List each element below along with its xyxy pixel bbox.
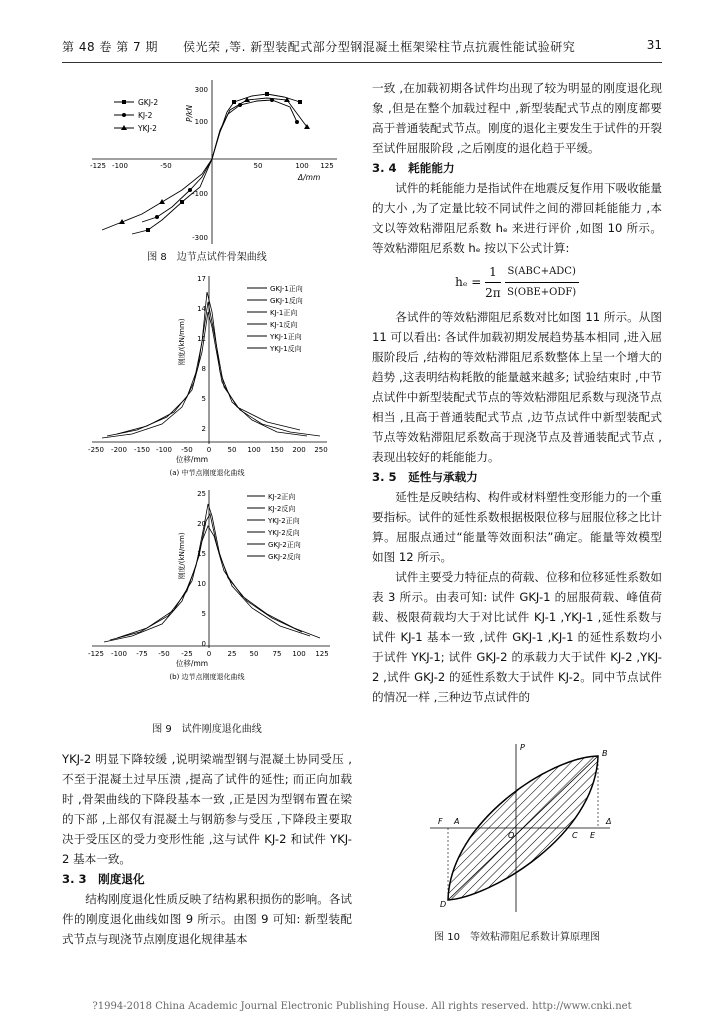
figure-9a-chart bbox=[62, 272, 352, 482]
figure-10-caption: 图 10 等效粘滞阻尼系数计算原理图 bbox=[434, 932, 600, 943]
page-number: 31 bbox=[646, 38, 662, 52]
svg-text:75: 75 bbox=[272, 650, 282, 658]
svg-text:Δ: Δ bbox=[606, 817, 612, 826]
figure-10-diagram bbox=[430, 742, 620, 917]
figure-9b-chart bbox=[62, 486, 352, 708]
footer-copyright: ?1994-2018 China Academic Journal Electronic Publishing House. All rights reserved. http://www.cnki.net bbox=[92, 1001, 632, 1012]
svg-text:125: 125 bbox=[320, 162, 334, 170]
svg-text:-50: -50 bbox=[158, 650, 170, 658]
figure-10 bbox=[430, 742, 620, 917]
svg-text:-75: -75 bbox=[136, 650, 148, 658]
svg-text:A: A bbox=[454, 817, 460, 826]
fig9b-ylabel: 刚度/(kN/mm) bbox=[178, 532, 186, 580]
svg-text:YKJ-2反向: YKJ-2反向 bbox=[268, 529, 300, 537]
figure-9-caption: 图 9 试件刚度退化曲线 bbox=[152, 724, 262, 735]
section-3-5-heading: 3. 5 延性与承载力 bbox=[372, 470, 478, 484]
svg-text:2: 2 bbox=[201, 425, 206, 433]
fig8-legend-1: GKJ-2 bbox=[138, 98, 159, 107]
svg-text:-300: -300 bbox=[192, 234, 208, 242]
header-rule bbox=[62, 62, 662, 63]
fig9b-xlabel: 位移/mm bbox=[175, 659, 209, 668]
svg-text:10: 10 bbox=[197, 580, 206, 588]
svg-text:D: D bbox=[440, 900, 447, 909]
fig9b-subcaption: (b) 边节点刚度退化曲线 bbox=[169, 673, 245, 681]
right-paragraph-5: 试件主要受力特征点的荷载、位移和位移延性系数如表 3 所示。由表可知: 试件 GKJ-1 的屈服荷载、峰值荷载、极限荷载均大于对比试件 KJ-1 ,YKJ-1 ,延性系数与试件 KJ-1 基本一致 ,试件 GKJ-1 ,KJ-1 的延性系数均小于试件 YKJ-1; 试件 GKJ-2 的承载力大于试件 KJ-2 ,YKJ-2 ,试件 GKJ-2 的延性系数大于试件 KJ-2。同中节点试件的情况一样 ,三种边节点试件的 bbox=[372, 570, 662, 704]
svg-text:100: 100 bbox=[292, 650, 306, 658]
left-paragraph-2: 结构刚度退化性质反映了结构累积损伤的影响。各试件的刚度退化曲线如图 9 所示。由图 9 可知: 新型装配式节点与现浇节点刚度退化规律基本 bbox=[62, 892, 352, 946]
svg-text:125: 125 bbox=[315, 650, 329, 658]
figure-9a bbox=[62, 272, 352, 482]
svg-text:B: B bbox=[602, 749, 608, 758]
fig9a-legend bbox=[247, 284, 303, 353]
svg-text:E: E bbox=[590, 831, 596, 840]
svg-text:-50: -50 bbox=[181, 446, 193, 454]
svg-text:0: 0 bbox=[206, 650, 212, 658]
fig9a-ylabel: 刚度/(kN/mm) bbox=[178, 318, 186, 366]
figure-8 bbox=[62, 72, 352, 247]
section-3-4-heading: 3. 4 耗能能力 bbox=[372, 161, 455, 175]
svg-text:5: 5 bbox=[201, 610, 206, 618]
header-title: 第 48 卷 第 7 期 侯光荣 ,等. 新型装配式部分型钢混凝土框架梁柱节点抗震性能试验研究 bbox=[62, 40, 576, 54]
svg-text:17: 17 bbox=[197, 275, 206, 283]
fig8-legend-2: KJ-2 bbox=[138, 111, 153, 120]
svg-text:-100: -100 bbox=[111, 650, 127, 658]
svg-text:15: 15 bbox=[197, 550, 206, 558]
fig8-xlabel: Δ/mm bbox=[298, 173, 321, 182]
svg-text:-100: -100 bbox=[156, 446, 172, 454]
svg-text:-125: -125 bbox=[88, 650, 104, 658]
svg-text:200: 200 bbox=[292, 446, 306, 454]
svg-text:GKJ-1反向: GKJ-1反向 bbox=[270, 297, 303, 305]
fig9a-subcaption: (a) 中节点刚度退化曲线 bbox=[169, 469, 245, 477]
svg-text:0: 0 bbox=[206, 446, 212, 454]
svg-text:11: 11 bbox=[197, 335, 206, 343]
svg-text:-100: -100 bbox=[192, 190, 208, 198]
svg-text:5: 5 bbox=[201, 395, 206, 403]
fig9b-legend bbox=[247, 492, 301, 561]
right-paragraph-1: 一致 ,在加载初期各试件均出现了较为明显的刚度退化现象 ,但是在整个加载过程中 ,新型装配式节点的刚度都要高于普通装配式节点。刚度的退化主要发生于试件的开裂至试件屈服阶段 ,之后刚度的退化趋于平缓。 bbox=[372, 81, 662, 155]
fig8-legend bbox=[114, 98, 158, 133]
svg-text:100: 100 bbox=[194, 118, 208, 126]
svg-text:50: 50 bbox=[253, 162, 263, 170]
svg-text:GKJ-1正向: GKJ-1正向 bbox=[270, 285, 303, 293]
right-column bbox=[372, 78, 662, 707]
svg-text:KJ-2正向: KJ-2正向 bbox=[268, 493, 296, 501]
fig8-curve-gkj2 bbox=[132, 94, 300, 234]
svg-text:20: 20 bbox=[197, 520, 206, 528]
svg-text:14: 14 bbox=[197, 305, 206, 313]
right-paragraph-4: 延性是反映结构、构件或材料塑性变形能力的一个重要指标。试件的延性系数根据极限位移与屈服位移之比计算。屈服点通过“能量等效面积法”确定。能量等效模型如图 12 所示。 bbox=[372, 490, 662, 564]
svg-text:8: 8 bbox=[201, 365, 206, 373]
figure-9b bbox=[62, 486, 352, 708]
svg-text:C: C bbox=[572, 831, 578, 840]
fig9a-xlabel: 位移/mm bbox=[175, 455, 209, 464]
svg-text:-100: -100 bbox=[112, 162, 128, 170]
svg-text:-25: -25 bbox=[181, 650, 193, 658]
svg-text:KJ-1反向: KJ-1反向 bbox=[270, 321, 298, 329]
svg-text:P: P bbox=[520, 743, 525, 752]
section-3-3-heading: 3. 3 刚度退化 bbox=[62, 872, 145, 886]
figure-8-caption: 图 8 边节点试件骨架曲线 bbox=[147, 252, 267, 263]
svg-text:-250: -250 bbox=[88, 446, 104, 454]
svg-text:-150: -150 bbox=[134, 446, 150, 454]
svg-text:25: 25 bbox=[227, 650, 237, 658]
svg-text:100: 100 bbox=[247, 446, 261, 454]
right-paragraph-2: 试件的耗能能力是指试件在地震反复作用下吸收能量的大小 ,为了定量比较不同试件之间的滞回耗能能力 ,本文以等效粘滞阻尼系数 hₑ 来进行评价 ,如图 10 所示。等效粘滞阻尼系数 hₑ 按以下公式计算: bbox=[372, 181, 662, 255]
svg-text:YKJ-1反向: YKJ-1反向 bbox=[270, 345, 302, 353]
svg-text:O: O bbox=[508, 831, 515, 840]
svg-text:50: 50 bbox=[249, 650, 259, 658]
svg-text:100: 100 bbox=[295, 162, 309, 170]
svg-text:GKJ-2正向: GKJ-2正向 bbox=[268, 541, 301, 549]
fig8-ylabel: P/kN bbox=[185, 104, 194, 122]
svg-text:KJ-1正向: KJ-1正向 bbox=[270, 309, 298, 317]
equation-he: hₑ = $\frac{1}{2\pi}$ S(ABC+ADC) S(OBE+ODF) bbox=[372, 258, 662, 307]
left-paragraph-1: YKJ-2 明显下降较缓 ,说明梁端型钢与混凝土协同受压 ,不至于混凝土过早压溃 ,提高了试件的延性; 而正向加载时 ,骨架曲线的下降段基本一致 ,正是因为型钢布置在梁的下部 ,上部仅有混凝土与钢筋参与受压 ,下降段主要取决于受压区的受力变形性能 ,这与试件 KJ-2 和试件 YKJ-2 基本一致。 bbox=[62, 752, 352, 866]
figure-8-chart bbox=[62, 72, 352, 247]
svg-text:150: 150 bbox=[270, 446, 284, 454]
svg-text:50: 50 bbox=[227, 446, 237, 454]
running-header bbox=[62, 38, 662, 58]
svg-text:25: 25 bbox=[197, 490, 206, 498]
right-paragraph-3: 各试件的等效粘滞阻尼系数对比如图 11 所示。从图 11 可以看出: 各试件加载初期发展趋势基本相同 ,进入屈服阶段后 ,结构的等效粘滞阻尼系数整体上呈一个增大的趋势 ,这表明结构耗散的能量越来越多; 试验结束时 ,中节点试件中新型装配式节点的等效粘滞阻尼系数与现浇节点相当 ,且高于普通装配式节点 ,边节点试件中新型装配式节点等效粘滞阻尼系数高于现浇节点及普通装配式节点 ,表现出较好的耗能能力。 bbox=[372, 310, 662, 464]
left-column bbox=[62, 749, 352, 949]
fig8-legend-3: YKJ-2 bbox=[138, 124, 157, 133]
svg-text:GKJ-2反向: GKJ-2反向 bbox=[268, 553, 301, 561]
svg-text:250: 250 bbox=[314, 446, 328, 454]
svg-text:YKJ-2正向: YKJ-2正向 bbox=[268, 517, 300, 525]
svg-text:-50: -50 bbox=[160, 162, 172, 170]
svg-text:KJ-2反向: KJ-2反向 bbox=[268, 505, 296, 513]
svg-text:0: 0 bbox=[201, 640, 206, 648]
svg-text:YKJ-1正向: YKJ-1正向 bbox=[270, 333, 302, 341]
fig8-curve-kj2 bbox=[142, 100, 297, 222]
svg-text:-200: -200 bbox=[111, 446, 127, 454]
svg-text:300: 300 bbox=[194, 86, 208, 94]
svg-text:F: F bbox=[438, 817, 443, 826]
svg-text:-125: -125 bbox=[90, 162, 106, 170]
